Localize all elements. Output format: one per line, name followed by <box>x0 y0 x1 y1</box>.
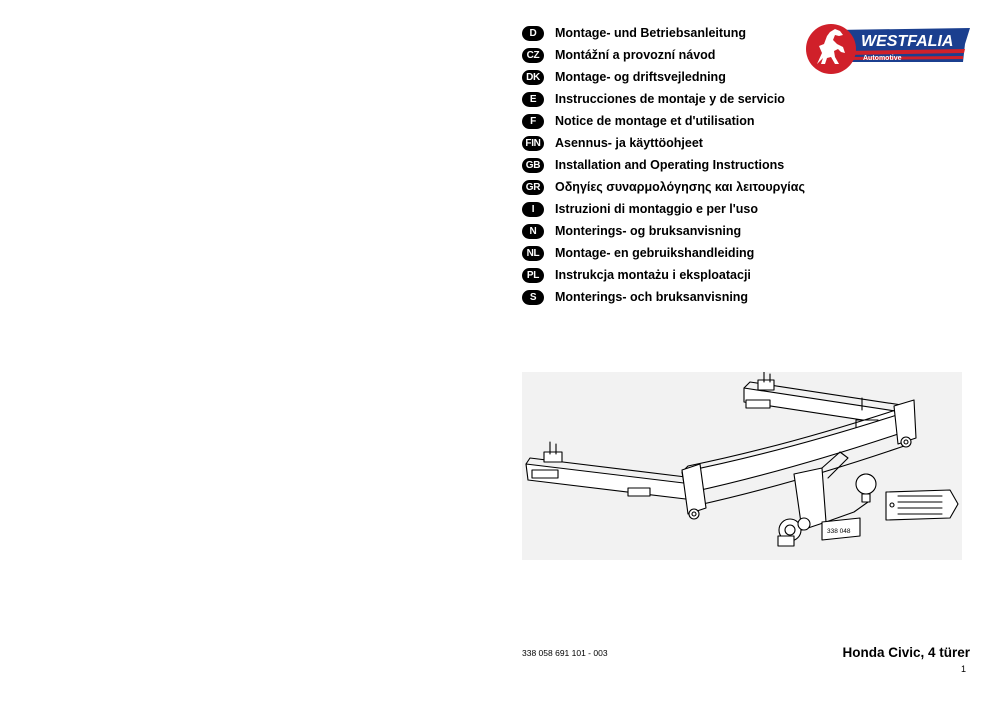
language-code-badge: GR <box>522 180 544 195</box>
language-row <box>522 132 805 154</box>
language-row <box>522 198 805 220</box>
language-code-badge: D <box>522 26 544 41</box>
towbar-illustration <box>522 372 962 560</box>
language-title: Montage- und Betriebsanleitung <box>555 26 746 40</box>
language-row <box>522 176 805 198</box>
language-title: Instrucciones de montaje y de servicio <box>555 92 785 106</box>
language-title: Instrukcja montażu i eksploatacji <box>555 268 751 282</box>
language-title: Istruzioni di montaggio e per l'uso <box>555 202 758 216</box>
language-row <box>522 44 805 66</box>
language-code-badge: DK <box>522 70 544 85</box>
logo-brand-text: WESTFALIA <box>861 33 954 50</box>
part-number-label: 338 048 <box>827 528 851 535</box>
language-row <box>522 242 805 264</box>
language-title: Montage- en gebruikshandleiding <box>555 246 755 260</box>
language-title: Οδηγίες συναρμολόγησης και λειτουργίας <box>555 180 805 194</box>
type-label <box>822 518 860 540</box>
language-title: Monterings- og bruksanvisning <box>555 224 742 238</box>
language-code-badge: NL <box>522 246 544 261</box>
document-number: 338 058 691 101 - 003 <box>522 648 608 658</box>
language-title: Montage- og driftsvejledning <box>555 70 726 84</box>
page-number: 1 <box>960 664 966 674</box>
language-list <box>522 22 805 308</box>
westfalia-logo <box>805 22 970 78</box>
language-code-badge: FIN <box>522 136 544 151</box>
language-title: Asennus- ja käyttöohjeet <box>555 136 703 150</box>
language-row <box>522 110 805 132</box>
vehicle-model: Honda Civic, 4 türer <box>842 645 970 660</box>
language-row <box>522 88 805 110</box>
language-code-badge: PL <box>522 268 544 283</box>
language-title: Notice de montage et d'utilisation <box>555 114 755 128</box>
language-row <box>522 264 805 286</box>
language-row <box>522 66 805 88</box>
language-title: Installation and Operating Instructions <box>555 158 785 172</box>
language-code-badge: E <box>522 92 544 107</box>
logo-tagline-text: Automotive <box>863 55 902 62</box>
language-row <box>522 22 805 44</box>
language-row <box>522 220 805 242</box>
language-row <box>522 154 805 176</box>
language-row <box>522 286 805 308</box>
language-code-badge: N <box>522 224 544 239</box>
rating-plate <box>886 490 958 520</box>
language-code-badge: I <box>522 202 544 217</box>
language-code-badge: GB <box>522 158 544 173</box>
language-title: Monterings- och bruksanvisning <box>555 290 749 304</box>
language-title: Montážní a provozní návod <box>555 48 716 62</box>
language-code-badge: CZ <box>522 48 544 63</box>
language-code-badge: S <box>522 290 544 305</box>
language-code-badge: F <box>522 114 544 129</box>
